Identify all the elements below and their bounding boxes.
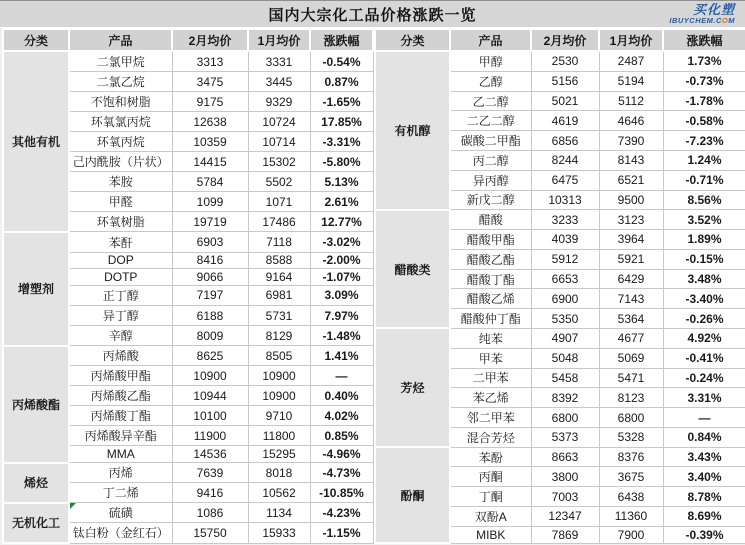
- change-percent-cell: 2.61%: [310, 192, 373, 212]
- feb-price-cell: 6653: [531, 269, 599, 289]
- jan-price-cell: 8376: [599, 447, 663, 467]
- jan-price-cell: 6438: [599, 487, 663, 507]
- change-percent-cell: -1.07%: [310, 269, 373, 286]
- change-percent-cell: —: [310, 366, 373, 386]
- jan-price-cell: 8123: [599, 388, 663, 408]
- product-cell: 醋酸甲酯: [450, 230, 531, 250]
- change-percent-cell: 12.77%: [310, 212, 373, 232]
- feb-price-cell: 4907: [531, 328, 599, 348]
- feb-price-cell: 5373: [531, 427, 599, 447]
- jan-price-cell: 1134: [248, 503, 310, 523]
- category-cell: 其他有机: [3, 51, 69, 232]
- feb-price-cell: 6856: [531, 131, 599, 151]
- change-percent-cell: -4.23%: [310, 503, 373, 523]
- jan-price-cell: 5731: [248, 305, 310, 325]
- product-cell: 丙烯: [69, 463, 172, 483]
- brand-logo: [669, 3, 735, 25]
- feb-price-cell: 5784: [172, 172, 248, 192]
- category-cell: 醋酸类: [375, 210, 450, 329]
- change-percent-cell: -0.39%: [663, 526, 745, 543]
- product-cell: 硫磺: [69, 503, 172, 523]
- jan-price-cell: 17486: [248, 212, 310, 232]
- jan-price-cell: 1071: [248, 192, 310, 212]
- product-cell: 醋酸乙烯: [450, 289, 531, 309]
- product-cell: 苯酚: [450, 447, 531, 467]
- jan-price-cell: 5112: [599, 91, 663, 111]
- jan-price-cell: 5194: [599, 71, 663, 91]
- product-cell: 正丁醇: [69, 285, 172, 305]
- product-cell: 丙烯酸乙酯: [69, 386, 172, 406]
- feb-price-cell: 8392: [531, 388, 599, 408]
- feb-price-cell: 5350: [531, 309, 599, 329]
- category-cell: 有机醇: [375, 51, 450, 210]
- category-cell: 芳烃: [375, 328, 450, 447]
- product-cell: 环氧氯丙烷: [69, 112, 172, 132]
- change-percent-cell: -1.15%: [310, 523, 373, 543]
- product-cell: MIBK: [450, 526, 531, 543]
- column-header-3: 1月均价: [248, 29, 310, 51]
- jan-price-cell: 5364: [599, 309, 663, 329]
- header-row: [3, 29, 373, 51]
- change-percent-cell: 8.56%: [663, 190, 745, 210]
- change-percent-cell: -1.48%: [310, 326, 373, 346]
- product-cell: 甲醛: [69, 192, 172, 212]
- product-cell: 环氧丙烷: [69, 132, 172, 152]
- change-percent-cell: -0.71%: [663, 170, 745, 190]
- product-cell: 丙烯酸丁酯: [69, 406, 172, 426]
- jan-price-cell: 3123: [599, 210, 663, 230]
- change-percent-cell: -0.24%: [663, 368, 745, 388]
- product-cell: 混合芳烃: [450, 427, 531, 447]
- feb-price-cell: 12347: [531, 507, 599, 527]
- product-cell: 异丙醇: [450, 170, 531, 190]
- product-cell: 邻二甲苯: [450, 408, 531, 428]
- change-percent-cell: -0.54%: [310, 51, 373, 72]
- feb-price-cell: 5021: [531, 91, 599, 111]
- change-percent-cell: -0.58%: [663, 111, 745, 131]
- jan-price-cell: 3964: [599, 230, 663, 250]
- jan-price-cell: 8143: [599, 150, 663, 170]
- feb-price-cell: 8663: [531, 447, 599, 467]
- change-percent-cell: 0.84%: [663, 427, 745, 447]
- column-header-1: 产品: [450, 29, 531, 51]
- column-header-2: 2月均价: [531, 29, 599, 51]
- table-row: [3, 51, 373, 72]
- title-bar: [0, 1, 745, 28]
- jan-price-cell: 6981: [248, 285, 310, 305]
- product-cell: 甲苯: [450, 348, 531, 368]
- jan-price-cell: 9329: [248, 92, 310, 112]
- product-cell: 二氯乙烷: [69, 72, 172, 92]
- change-percent-cell: 8.78%: [663, 487, 745, 507]
- feb-price-cell: 6800: [531, 408, 599, 428]
- feb-price-cell: 4619: [531, 111, 599, 131]
- jan-price-cell: 5328: [599, 427, 663, 447]
- feb-price-cell: 1099: [172, 192, 248, 212]
- change-percent-cell: 1.73%: [663, 51, 745, 71]
- brand-logo-chinese: 买化塑: [692, 2, 735, 17]
- change-percent-cell: -0.41%: [663, 348, 745, 368]
- product-cell: 碳酸二甲酯: [450, 131, 531, 151]
- jan-price-cell: 5069: [599, 348, 663, 368]
- jan-price-cell: 7390: [599, 131, 663, 151]
- feb-price-cell: 7869: [531, 526, 599, 543]
- jan-price-cell: 8505: [248, 346, 310, 366]
- jan-price-cell: 2487: [599, 51, 663, 71]
- change-percent-cell: -0.26%: [663, 309, 745, 329]
- jan-price-cell: 6429: [599, 269, 663, 289]
- change-percent-cell: 5.13%: [310, 172, 373, 192]
- column-header-1: 产品: [69, 29, 172, 51]
- table-row: [375, 447, 745, 467]
- change-percent-cell: -4.96%: [310, 446, 373, 463]
- change-percent-cell: -4.73%: [310, 463, 373, 483]
- column-header-0: 分类: [3, 29, 69, 51]
- feb-price-cell: 7639: [172, 463, 248, 483]
- table-row: [375, 210, 745, 230]
- change-percent-cell: 3.43%: [663, 447, 745, 467]
- feb-price-cell: 7197: [172, 285, 248, 305]
- feb-price-cell: 10944: [172, 386, 248, 406]
- jan-price-cell: 9710: [248, 406, 310, 426]
- product-cell: 丙烯酸甲酯: [69, 366, 172, 386]
- category-cell: 丙烯酸酯: [3, 346, 69, 463]
- feb-price-cell: 8625: [172, 346, 248, 366]
- change-percent-cell: 7.97%: [310, 305, 373, 325]
- change-percent-cell: -3.02%: [310, 232, 373, 252]
- tables-container: [0, 28, 745, 544]
- change-percent-cell: 3.09%: [310, 285, 373, 305]
- feb-price-cell: 11900: [172, 426, 248, 446]
- change-percent-cell: 3.48%: [663, 269, 745, 289]
- feb-price-cell: 3800: [531, 467, 599, 487]
- product-cell: 苯酐: [69, 232, 172, 252]
- jan-price-cell: 11800: [248, 426, 310, 446]
- jan-price-cell: 8129: [248, 326, 310, 346]
- change-percent-cell: -2.00%: [310, 252, 373, 269]
- feb-price-cell: 2530: [531, 51, 599, 71]
- product-cell: 二乙二醇: [450, 111, 531, 131]
- feb-price-cell: 6900: [531, 289, 599, 309]
- jan-price-cell: 8588: [248, 252, 310, 269]
- jan-price-cell: 5502: [248, 172, 310, 192]
- left-price-table: [2, 28, 374, 544]
- column-header-4: 涨跌幅: [663, 29, 745, 51]
- jan-price-cell: 15933: [248, 523, 310, 543]
- jan-price-cell: 7143: [599, 289, 663, 309]
- jan-price-cell: 5921: [599, 249, 663, 269]
- feb-price-cell: 5156: [531, 71, 599, 91]
- change-percent-cell: 4.02%: [310, 406, 373, 426]
- product-cell: 乙二醇: [450, 91, 531, 111]
- change-percent-cell: 1.41%: [310, 346, 373, 366]
- feb-price-cell: 3475: [172, 72, 248, 92]
- product-cell: 丙烯酸异辛酯: [69, 426, 172, 446]
- product-cell: 不饱和树脂: [69, 92, 172, 112]
- product-cell: 甲醇: [450, 51, 531, 71]
- product-cell: 丙烯酸: [69, 346, 172, 366]
- jan-price-cell: 4646: [599, 111, 663, 131]
- column-header-0: 分类: [375, 29, 450, 51]
- feb-price-cell: 9175: [172, 92, 248, 112]
- product-cell: 乙醇: [450, 71, 531, 91]
- table-row: [375, 51, 745, 71]
- feb-price-cell: 1086: [172, 503, 248, 523]
- jan-price-cell: 9164: [248, 269, 310, 286]
- change-percent-cell: -3.31%: [310, 132, 373, 152]
- product-cell: 钛白粉（金红石）: [69, 523, 172, 543]
- logo-domain-part: IBUYCHEM.C: [669, 16, 722, 25]
- jan-price-cell: 7900: [599, 526, 663, 543]
- logo-o-icon: O: [721, 16, 729, 25]
- feb-price-cell: 6188: [172, 305, 248, 325]
- change-percent-cell: -0.73%: [663, 71, 745, 91]
- brand-logo-domain: [669, 17, 735, 25]
- category-cell: 烯烃: [3, 463, 69, 503]
- feb-price-cell: 3233: [531, 210, 599, 230]
- change-percent-cell: 1.24%: [663, 150, 745, 170]
- product-cell: 苯胺: [69, 172, 172, 192]
- header-row: [375, 29, 745, 51]
- comment-marker-icon: [70, 503, 76, 509]
- change-percent-cell: -1.65%: [310, 92, 373, 112]
- table-row: [3, 463, 373, 483]
- change-percent-cell: 0.85%: [310, 426, 373, 446]
- product-cell: 丁二烯: [69, 483, 172, 503]
- change-percent-cell: -1.78%: [663, 91, 745, 111]
- category-cell: 无机化工: [3, 503, 69, 543]
- feb-price-cell: 9416: [172, 483, 248, 503]
- change-percent-cell: 3.52%: [663, 210, 745, 230]
- feb-price-cell: 19719: [172, 212, 248, 232]
- feb-price-cell: 12638: [172, 112, 248, 132]
- jan-price-cell: 7118: [248, 232, 310, 252]
- product-cell: MMA: [69, 446, 172, 463]
- feb-price-cell: 5912: [531, 249, 599, 269]
- jan-price-cell: 6800: [599, 408, 663, 428]
- product-cell: 醋酸仲丁酯: [450, 309, 531, 329]
- feb-price-cell: 10900: [172, 366, 248, 386]
- change-percent-cell: -0.15%: [663, 249, 745, 269]
- feb-price-cell: 10100: [172, 406, 248, 426]
- change-percent-cell: -3.40%: [663, 289, 745, 309]
- jan-price-cell: 9500: [599, 190, 663, 210]
- logo-domain-part: M: [728, 16, 735, 25]
- feb-price-cell: 4039: [531, 230, 599, 250]
- change-percent-cell: 3.31%: [663, 388, 745, 408]
- product-cell: 醋酸乙酯: [450, 249, 531, 269]
- feb-price-cell: 8009: [172, 326, 248, 346]
- product-cell: 己内酰胺（片状）: [69, 152, 172, 172]
- change-percent-cell: 3.40%: [663, 467, 745, 487]
- feb-price-cell: 8416: [172, 252, 248, 269]
- change-percent-cell: 0.87%: [310, 72, 373, 92]
- product-cell: 二甲苯: [450, 368, 531, 388]
- jan-price-cell: 15302: [248, 152, 310, 172]
- jan-price-cell: 10900: [248, 366, 310, 386]
- feb-price-cell: 7003: [531, 487, 599, 507]
- change-percent-cell: 4.92%: [663, 328, 745, 348]
- feb-price-cell: 10313: [531, 190, 599, 210]
- change-percent-cell: -5.80%: [310, 152, 373, 172]
- change-percent-cell: —: [663, 408, 745, 428]
- jan-price-cell: 10900: [248, 386, 310, 406]
- column-header-4: 涨跌幅: [310, 29, 373, 51]
- feb-price-cell: 10359: [172, 132, 248, 152]
- product-cell: 醋酸: [450, 210, 531, 230]
- feb-price-cell: 5458: [531, 368, 599, 388]
- jan-price-cell: 3445: [248, 72, 310, 92]
- change-percent-cell: 17.85%: [310, 112, 373, 132]
- jan-price-cell: 5471: [599, 368, 663, 388]
- feb-price-cell: 8244: [531, 150, 599, 170]
- column-header-3: 1月均价: [599, 29, 663, 51]
- table-row: [375, 328, 745, 348]
- table-row: [3, 503, 373, 523]
- product-cell: 新戊二醇: [450, 190, 531, 210]
- jan-price-cell: 10724: [248, 112, 310, 132]
- feb-price-cell: 3313: [172, 51, 248, 72]
- feb-price-cell: 14536: [172, 446, 248, 463]
- jan-price-cell: 8018: [248, 463, 310, 483]
- feb-price-cell: 5048: [531, 348, 599, 368]
- change-percent-cell: -7.23%: [663, 131, 745, 151]
- column-header-2: 2月均价: [172, 29, 248, 51]
- category-cell: 增塑剂: [3, 232, 69, 346]
- product-cell: 纯苯: [450, 328, 531, 348]
- table-row: [3, 232, 373, 252]
- change-percent-cell: 0.40%: [310, 386, 373, 406]
- product-cell: 丙酮: [450, 467, 531, 487]
- jan-price-cell: 10562: [248, 483, 310, 503]
- product-cell: 二氯甲烷: [69, 51, 172, 72]
- jan-price-cell: 4677: [599, 328, 663, 348]
- product-cell: DOTP: [69, 269, 172, 286]
- category-cell: 酚酮: [375, 447, 450, 543]
- product-cell: 环氧树脂: [69, 212, 172, 232]
- product-cell: 苯乙烯: [450, 388, 531, 408]
- feb-price-cell: 6903: [172, 232, 248, 252]
- product-cell: 异丁醇: [69, 305, 172, 325]
- feb-price-cell: 6475: [531, 170, 599, 190]
- change-percent-cell: -10.85%: [310, 483, 373, 503]
- jan-price-cell: 3675: [599, 467, 663, 487]
- jan-price-cell: 11360: [599, 507, 663, 527]
- right-price-table: [374, 28, 745, 544]
- product-cell: 丁酮: [450, 487, 531, 507]
- jan-price-cell: 6521: [599, 170, 663, 190]
- feb-price-cell: 14415: [172, 152, 248, 172]
- page-title: 国内大宗化工品价格涨跌一览: [268, 6, 477, 24]
- table-row: [3, 346, 373, 366]
- product-cell: 丙二醇: [450, 150, 531, 170]
- feb-price-cell: 15750: [172, 523, 248, 543]
- product-cell: 辛醇: [69, 326, 172, 346]
- jan-price-cell: 3331: [248, 51, 310, 72]
- feb-price-cell: 9066: [172, 269, 248, 286]
- product-cell: 双酚A: [450, 507, 531, 527]
- jan-price-cell: 15295: [248, 446, 310, 463]
- product-cell: 醋酸丁酯: [450, 269, 531, 289]
- jan-price-cell: 10714: [248, 132, 310, 152]
- change-percent-cell: 8.69%: [663, 507, 745, 527]
- change-percent-cell: 1.89%: [663, 230, 745, 250]
- product-cell: DOP: [69, 252, 172, 269]
